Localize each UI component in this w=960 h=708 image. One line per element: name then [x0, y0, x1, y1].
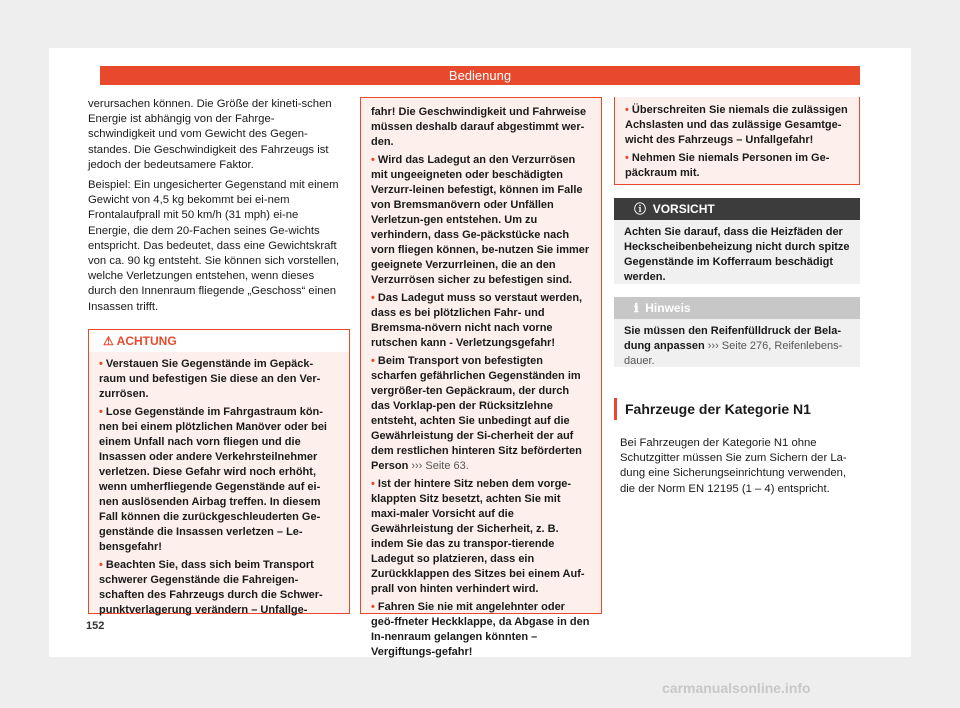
- link-seite-63[interactable]: ››› Seite 63.: [411, 460, 469, 472]
- caution-text: Achten Sie darauf, dass die Heizfäden der Heckscheibenbeheizung nicht durch spitze Gegenstände im Kofferraum beschädigt werden.: [624, 226, 850, 283]
- warning-box-achtung: [88, 329, 350, 614]
- paragraph-example: Beispiel: Ein ungesicherter Gegenstand mit einem Gewicht von 4,5 kg bekommt bei ei-nem Frontalaufprall mit 50 km/h (31 mph) ei-ne Energie, die dem 20-Fachen seines Ge-wichts entspricht. Das bedeutet, dass eine Gewichtskraft von ca. 90 kg entsteht. Sie können sich vorstellen, welche Verletzungen entstehen, wenn dieses durch den Innenraum fliegende „Geschoss“ einen Insassen trifft.: [88, 179, 340, 313]
- watermark-footer: carmanualsonline.info: [662, 680, 811, 696]
- list-item: • Verstauen Sie Gegenstände im Gepäck-raum und befestigen Sie diese an den Ver-zurrösen.: [99, 358, 321, 400]
- caution-box-vorsicht: [614, 198, 860, 284]
- exclamation-circle-icon: ⓘ: [634, 202, 647, 216]
- note-header: ℹ Hinweis: [614, 297, 860, 319]
- list-item: • Beim Transport von befestigten scharfen gefährlichen Gegenständen im vergrößer-ten Gepäckraum, der durch das Vorklap-pen der Rücksitzlehne entsteht, achten Sie unbedingt auf die Gewährleistung der Si-cherheit der auf dem restlichen hinteren Sitz beförderten Person ››› Seite 63.: [371, 355, 582, 472]
- warning-triangle-icon: ⚠: [103, 334, 114, 348]
- list-item: • Wird das Ladegut an den Verzurrösen mit ungeeigneten oder beschädigten Verzurr-leinen befestigt, können im Falle von Bremsmanövern oder Unfällen Verletzun-gen entstehen. Um zu verhindern, dass Ge-päckstücke nach vorn fliegen können, be-nutzen Sie immer geeignete Verzurrleinen, die an den Verzurrösen sicher zu befestigen sind.: [371, 154, 590, 286]
- list-item: • Beachten Sie, dass sich beim Transport schwerer Gegenstände die Fahreigen-schaften des Fahrzeugs durch die Schwer-punktverlagerung verändern – Unfallge-: [99, 559, 323, 616]
- section-paragraph: Bei Fahrzeugen der Kategorie N1 ohne Schutzgitter müssen Sie zum Sichern der La-dung eine Sicherungseinrichtung verwenden, die der Norm EN 12195 (1 – 4) entspricht.: [620, 437, 847, 495]
- warning-continuation: fahr! Die Geschwindigkeit und Fahrweise müssen deshalb darauf abgestimmt wer-den.: [371, 106, 587, 148]
- info-icon: ℹ: [634, 301, 639, 315]
- section-body: [620, 436, 860, 502]
- list-item: • Überschreiten Sie niemals die zulässigen Achslasten und das zulässige Gesamtge-wicht des Fahrzeugs – Unfallgefahr!: [625, 104, 848, 146]
- page-header: Bedienung: [100, 66, 860, 85]
- paragraph-intro: verursachen können. Die Größe der kineti-schen Energie ist abhängig von der Fahrge-schwindigkeit und vom Gewicht des Gegen-standes. Die Geschwindigkeit des Fahrzeugs ist jedoch der bedeutsamere Faktor.: [88, 98, 332, 171]
- section-title: Fahrzeuge der Kategorie N1: [614, 398, 875, 420]
- list-item: • Ist der hintere Sitz neben dem vorge-klappten Sitz besetzt, achten Sie mit maxi-maler Vorsicht auf die Gewährleistung der Sicherheit, z. B. indem Sie das zu transpor-tierende Ladegut so platzieren, dass ein Zurückklappen des Sitzes bei einem Auf-prall von hinten verhindert wird.: [371, 478, 585, 595]
- list-item: • Lose Gegenstände im Fahrgastraum kön-nen bei einem plötzlichen Manöver oder bei einem Unfall nach vorn fliegen und die Insassen oder andere Verkehrsteilnehmer verletzen. Diese Gefahr wird noch erhöht, wenn umherfliegende Gegenstände auf ei-nen auslösenden Airbag treffen. In diesem Fall können die zurückgeschleuderten Ge-genstände die Insassen verletzen – Le-bensgefahr!: [99, 406, 327, 553]
- note-box-hinweis: [614, 297, 860, 367]
- list-item: • Nehmen Sie niemals Personen im Ge-päckraum mit.: [625, 152, 830, 179]
- warning-header: ⚠ ACHTUNG: [89, 330, 349, 352]
- page-number: 152: [86, 620, 105, 632]
- list-item: • Das Ladegut muss so verstaut werden, dass es bei plötzlichen Fahr- und Bremsma-növern nicht nach vorne rutschen kann - Verletzungsgefahr!: [371, 292, 583, 349]
- list-item: • Fahren Sie nie mit angelehnter oder geö-ffneter Heckklappe, da Abgase in den In-nenraum gelangen könnten – Vergiftungs-gefahr!: [371, 601, 590, 658]
- warning-box-continued: [360, 97, 602, 658]
- caution-header: ⓘ VORSICHT: [614, 198, 860, 220]
- left-column: [88, 97, 340, 320]
- link-seite-276[interactable]: ››› Seite 276, Reifenlebens-dauer.: [624, 340, 843, 367]
- note-text: Sie müssen den Reifenfülldruck der Bela-dung anpassen: [624, 325, 842, 352]
- warning-box-end: [614, 97, 860, 185]
